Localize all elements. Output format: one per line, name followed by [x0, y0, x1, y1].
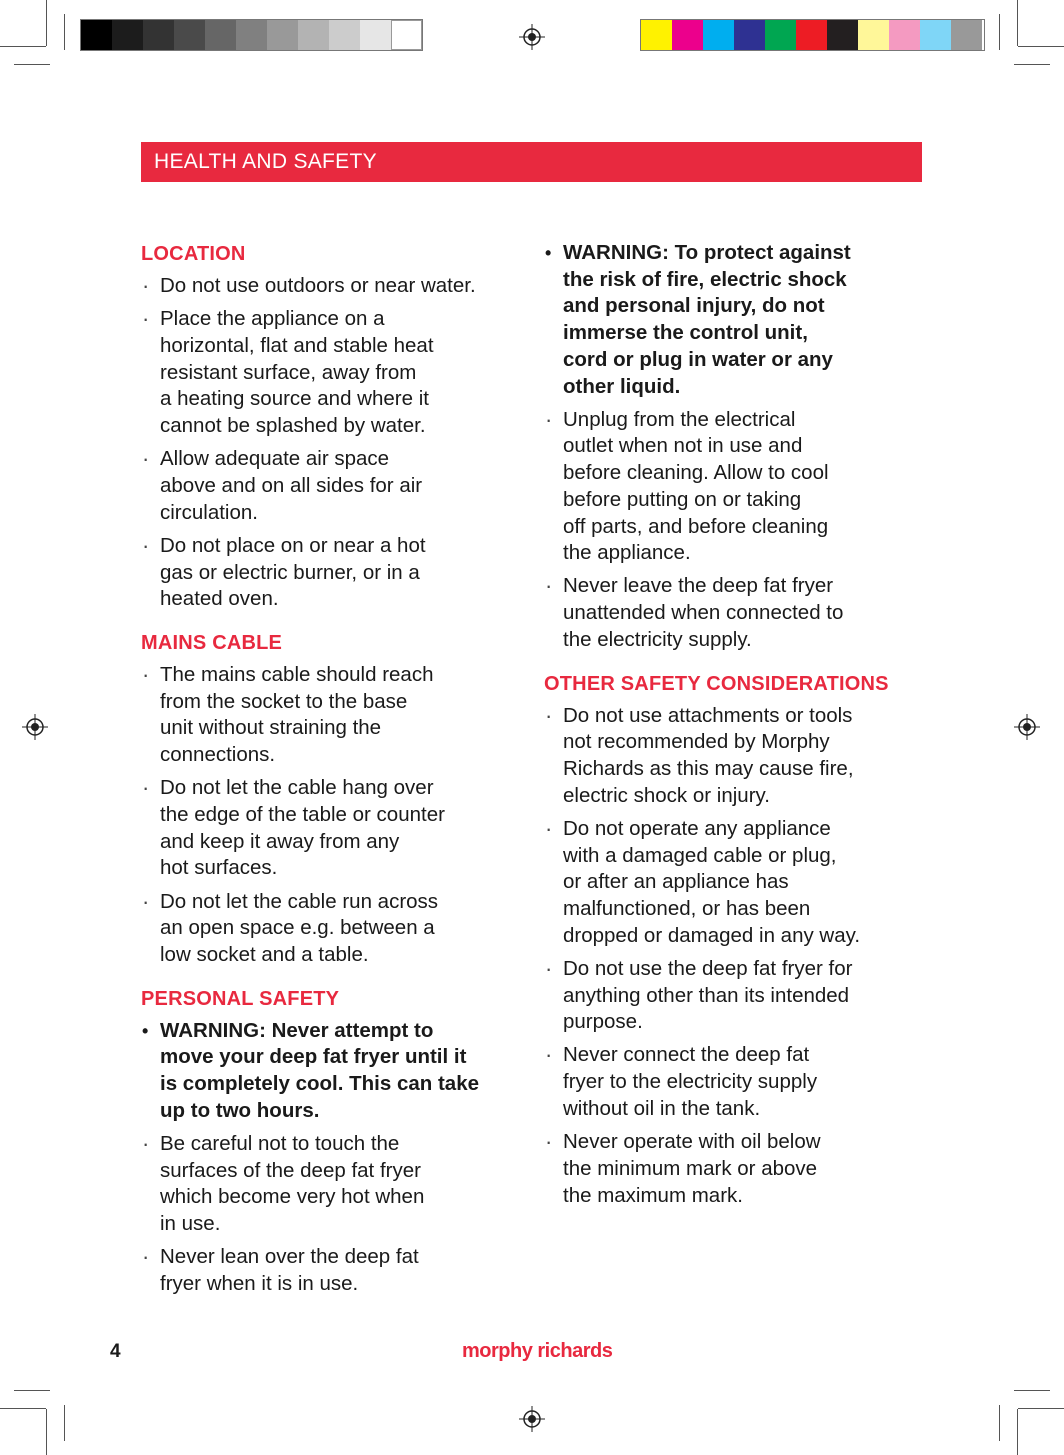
brand-logo: morphy richards: [462, 1340, 613, 1362]
list-item: · Place the appliance on a horizontal, flat and stable heat resistant surface, away from a heating source and where it cannot be splashed by water.: [141, 306, 521, 440]
color-swatch: [81, 20, 112, 50]
list-item: · Do not use the deep fat fryer for anything other than its intended purpose.: [544, 956, 924, 1036]
warning-item: • WARNING: To protect against the risk of fire, electric shock and personal injury, do not immerse the control unit, cord or plug in water or any other liquid.: [544, 240, 924, 400]
list-item: · Do not use attachments or tools not recommended by Morphy Richards as this may cause fire, electric shock or injury.: [544, 703, 924, 810]
crop-mark: [1014, 64, 1050, 65]
crop-mark: [64, 1405, 65, 1441]
color-swatch: [391, 20, 422, 50]
crop-mark: [0, 46, 46, 47]
other-safety-heading: OTHER SAFETY CONSIDERATIONS: [544, 672, 889, 695]
page-title: HEALTH AND SAFETY: [154, 150, 377, 173]
list-item: · Never leave the deep fat fryer unattended when connected to the electricity supply.: [544, 573, 924, 653]
other-safety-list: [544, 703, 924, 1210]
color-swatch: [858, 20, 889, 50]
crop-mark: [999, 1405, 1000, 1441]
list-item: · Never lean over the deep fat fryer when it is in use.: [141, 1244, 521, 1297]
crop-mark: [0, 1408, 46, 1409]
color-swatch: [734, 20, 765, 50]
list-item: · Never connect the deep fat fryer to the electricity supply without oil in the tank.: [544, 1042, 924, 1122]
crop-mark: [1017, 0, 1018, 46]
color-swatch: [796, 20, 827, 50]
page-number: 4: [110, 1341, 121, 1362]
mains-cable-list: [141, 662, 521, 969]
color-swatch: [672, 20, 703, 50]
crop-mark: [64, 14, 65, 50]
color-swatch: [267, 20, 298, 50]
list-item: · Do not let the cable hang over the edge of the table or counter and keep it away from any hot surfaces.: [141, 775, 521, 882]
color-swatch: [360, 20, 391, 50]
section-header-bar: [141, 142, 922, 182]
color-swatch: [703, 20, 734, 50]
registration-mark-icon: [22, 714, 48, 740]
color-swatch: [920, 20, 951, 50]
list-item: · Allow adequate air space above and on all sides for air circulation.: [141, 446, 521, 526]
color-swatch: [765, 20, 796, 50]
warning-item: • WARNING: Never attempt to move your deep fat fryer until it is completely cool. This can take up to two hours.: [141, 1018, 521, 1125]
color-swatch: [951, 20, 982, 50]
personal-safety-list: [141, 1018, 521, 1298]
list-item: · Do not place on or near a hot gas or electric burner, or in a heated oven.: [141, 533, 521, 613]
list-item: · The mains cable should reach from the socket to the base unit without straining the connections.: [141, 662, 521, 769]
crop-mark: [46, 0, 47, 46]
personal-safety-continued-list: [544, 240, 924, 654]
color-swatch: [329, 20, 360, 50]
personal-safety-heading: PERSONAL SAFETY: [141, 987, 340, 1010]
crop-mark: [1014, 1390, 1050, 1391]
list-item: · Do not use outdoors or near water.: [141, 273, 521, 300]
registration-mark-icon: [519, 24, 545, 50]
right-column: [544, 240, 924, 1216]
color-swatch: [827, 20, 858, 50]
crop-mark: [1017, 1409, 1018, 1455]
color-swatch: [174, 20, 205, 50]
crop-mark: [46, 1409, 47, 1455]
list-item: · Do not operate any appliance with a damaged cable or plug, or after an appliance has malfunctioned, or has been dropped or damaged in any way.: [544, 816, 924, 950]
mains-cable-heading: MAINS CABLE: [141, 631, 283, 654]
list-item: · Never operate with oil below the minimum mark or above the maximum mark.: [544, 1129, 924, 1209]
crop-mark: [14, 1390, 50, 1391]
crop-mark: [14, 64, 50, 65]
registration-mark-icon: [1014, 714, 1040, 740]
list-item: · Unplug from the electrical outlet when not in use and before cleaning. Allow to cool before putting on or taking off parts, and before cleaning the appliance.: [544, 407, 924, 567]
location-heading: LOCATION: [141, 243, 246, 265]
crop-mark: [999, 14, 1000, 50]
location-list: [141, 273, 521, 613]
color-swatch: [112, 20, 143, 50]
color-swatch: [205, 20, 236, 50]
crop-mark: [1018, 1408, 1064, 1409]
color-swatch: [298, 20, 329, 50]
color-swatch: [889, 20, 920, 50]
crop-mark: [1018, 46, 1064, 47]
color-swatch: [236, 20, 267, 50]
list-item: · Do not let the cable run across an open space e.g. between a low socket and a table.: [141, 889, 521, 969]
list-item: · Be careful not to touch the surfaces of the deep fat fryer which become very hot when in use.: [141, 1131, 521, 1238]
left-column: [141, 240, 521, 1304]
color-swatch: [641, 20, 672, 50]
color-swatch: [143, 20, 174, 50]
registration-mark-icon: [519, 1406, 545, 1432]
